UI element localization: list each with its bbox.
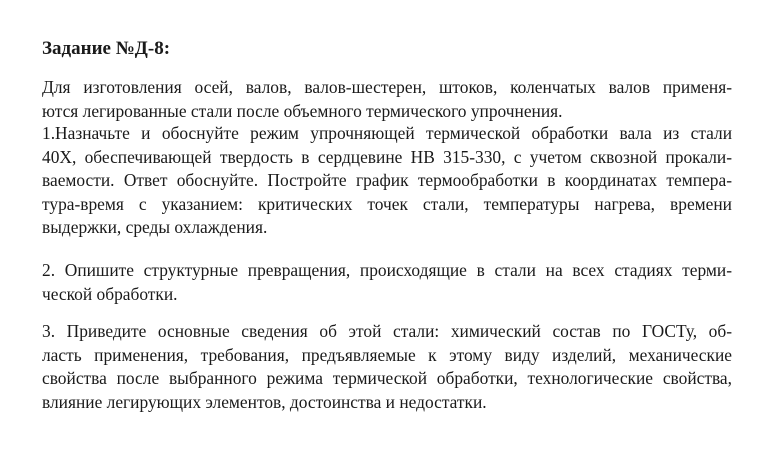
text-line: ваемости. Ответ обоснуйте. Постройте график термообработки в координатах темпера- — [42, 170, 732, 190]
text-line: Для изготовления осей, валов, валов-шестерен, штоков, коленчатых валов применя- — [42, 77, 732, 97]
text-line: ются легированные стали после объемного термического упрочнения. — [42, 100, 563, 121]
text-line: 2. Опишите структурные превращения, происходящие в стали на всех стадиях терми- — [42, 260, 732, 280]
text-line: выдержки, среды охлаждения. — [42, 217, 268, 237]
text-line: свойства после выбранного режима термической обработки, технологические свойства, — [42, 368, 732, 388]
item-3-paragraph — [42, 320, 732, 414]
task-title: Задание №Д-8: — [42, 38, 171, 59]
item-2-paragraph — [42, 259, 732, 306]
text-line: ческой обработки. — [42, 283, 178, 304]
text-line: влияние легирующих элементов, достоинства и недостатки. — [42, 391, 487, 412]
text-line: 3. Приведите основные сведения об этой стали: химический состав по ГОСТу, об- — [42, 321, 732, 341]
text-line: 40Х, обеспечивающей твердость в сердцевине НВ 315-330, с учетом сквозной прокали- — [42, 146, 732, 167]
item-1-paragraph — [42, 122, 732, 240]
text-line: 1.Назначьте и обоснуйте режим упрочняющей термической обработки вала из стали — [42, 123, 732, 143]
intro-paragraph — [42, 76, 732, 123]
text-line: тура-время с указанием: критических точек стали, температуры нагрева, времени — [42, 193, 732, 214]
text-line: ласть применения, требования, предъявляемые к этому виду изделий, механические — [42, 344, 732, 365]
